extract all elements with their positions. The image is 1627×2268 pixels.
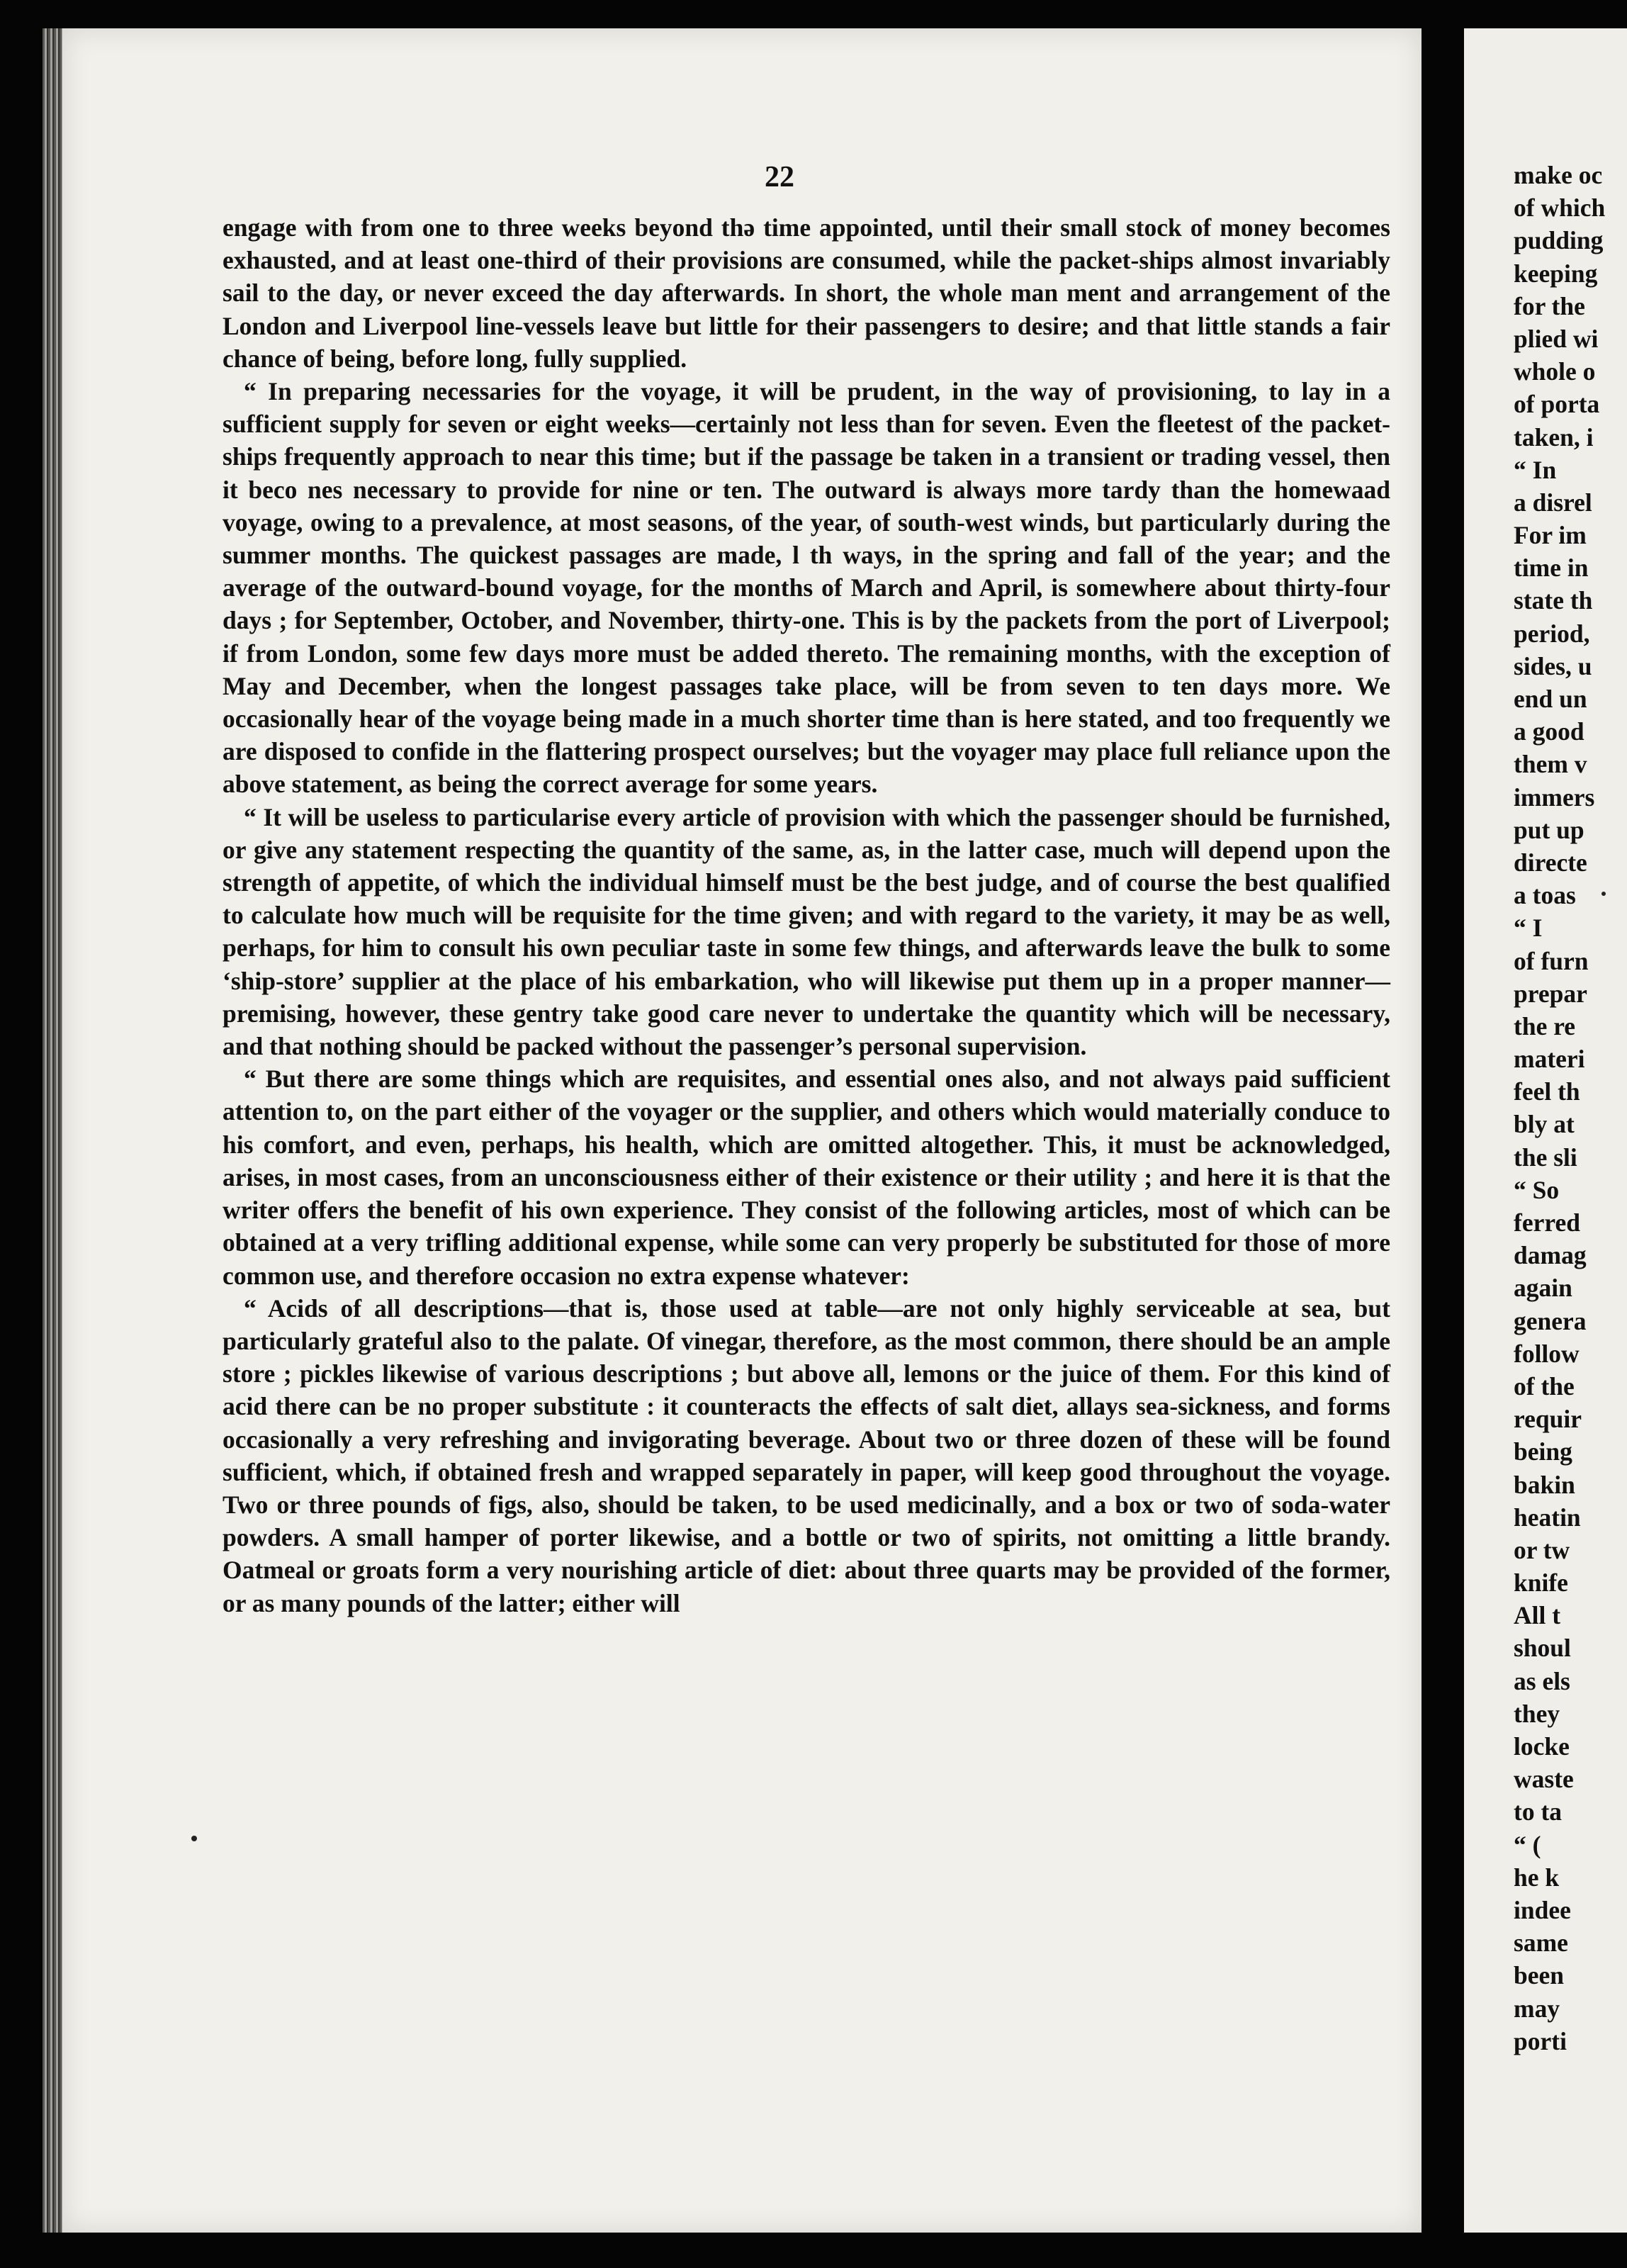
adjacent-page-line: indee [1514, 1895, 1571, 1924]
adjacent-page-line: for the [1514, 291, 1585, 320]
speck-mark [1601, 892, 1606, 896]
adjacent-page [1464, 28, 1627, 2233]
adjacent-page-line: being [1514, 1437, 1572, 1466]
adjacent-page-line: porti [1514, 2026, 1567, 2055]
adjacent-page-line: keeping [1514, 259, 1598, 288]
adjacent-page-line: heatin [1514, 1503, 1581, 1532]
page-body-text [223, 211, 1390, 1619]
adjacent-page-line: plied wi [1514, 324, 1599, 353]
adjacent-page-line: taken, i [1514, 422, 1594, 451]
adjacent-page-line: time in [1514, 554, 1589, 583]
paragraph-5: “ Acids of all descriptions—that is, those used at table—are not only highly serviceable at sea, but particularly grateful also to the palate. Of vinegar, therefore, as the most common, there should be an ample store ; pickles likewise of various descriptions ; but above all, lemons or the juice of them. For this kind of acid there can be no proper substitute : it counteracts the effects of salt diet, allays sea-sickness, and forms occasionally a very refreshing and invigorating beverage. About two or three dozen of these will be found sufficient, which, if obtained fresh and wrapped separately in paper, will keep good throughout the voyage. Two or three pounds of figs, also, should be taken, to be used medicinally, and a box or two of soda-water powders. A small hamper of porter likewise, and a bottle or two of spirits, not omitting a little brandy. Oatmeal or groats form a very nourishing article of diet: about three quarts may be provided of the former, or as many pounds of the latter; either will [223, 1293, 1390, 1617]
adjacent-page-line: he k [1514, 1863, 1560, 1892]
adjacent-page-line: again [1514, 1274, 1572, 1303]
adjacent-page-line: the re [1514, 1011, 1576, 1040]
adjacent-page-line: put up [1514, 815, 1584, 844]
paragraph-1: engage with from one to three weeks beyond thə time appointed, until their small stock of money becomes exhausted, and at least one-third of their provisions are consumed, while the packet-ships almost invariably sail to the day, or never exceed the day afterwards. In short, the whole man ment and arrangement of the London and Liverpool line-vessels leave but little for their passengers to desire; and that little stands a fair chance of being, before long, fully supplied. [223, 213, 1390, 373]
adjacent-page-line: same [1514, 1929, 1568, 1958]
adjacent-page-line: “ So [1514, 1175, 1560, 1204]
adjacent-page-line: a toas [1514, 881, 1576, 910]
adjacent-page-line: to ta [1514, 1797, 1563, 1826]
adjacent-page-line: genera [1514, 1306, 1587, 1335]
adjacent-page-line: of the [1514, 1371, 1575, 1400]
paragraph-2: “ In preparing necessaries for the voyage, it will be prudent, in the way of provisioning, to lay in a sufficient supply for seven or eight weeks—certainly not less than for seven. Even the fleetest of the packet-ships frequently approach to near this time; but if the passage be taken in a transient or trading vessel, then it beco nes necessary to provide for nine or ten. The outward is always more tardy than the homewaad voyage, owing to a prevalence, at most seasons, of the year, of south-west winds, but particularly during the summer months. The quickest passages are made, l th ways, in the spring and fall of the year; and the average of the outward-bound voyage, for the months of March and April, is somewhere about thirty-four days ; for September, October, and November, thirty-one. This is by the packets from the port of Liverpool; if from London, some few days more must be added thereto. The remaining months, with the exception of May and December, when the longest passages take place, will be from seven to ten days more. We occasionally hear of the voyage being made in a much shorter time than is here stated, and too frequently we are disposed to confide in the flattering prospect ourselves; but the voyager may place full reliance upon the above statement, as being the correct average for some years. [223, 377, 1390, 799]
adjacent-page-line: bly at [1514, 1110, 1575, 1139]
adjacent-page-line: period, [1514, 619, 1590, 648]
adjacent-page-line: the sli [1514, 1143, 1577, 1172]
adjacent-page-line: waste [1514, 1765, 1574, 1794]
adjacent-page-line: as els [1514, 1666, 1570, 1695]
adjacent-page-line: a good [1514, 717, 1584, 746]
adjacent-page-line: prepar [1514, 979, 1587, 1008]
adjacent-page-line: requir [1514, 1405, 1582, 1434]
adjacent-page-line: All t [1514, 1601, 1561, 1630]
adjacent-page-line: locke [1514, 1732, 1570, 1761]
adjacent-page-line: them v [1514, 750, 1587, 779]
adjacent-page-line: whole o [1514, 357, 1596, 386]
adjacent-page-line: “ I [1514, 914, 1543, 943]
adjacent-page-line: end un [1514, 685, 1587, 713]
adjacent-page-line: of furn [1514, 946, 1589, 975]
adjacent-page-line: of porta [1514, 390, 1600, 419]
paragraph-3: “ It will be useless to particularise every article of provision with which the passenger should be furnished, or give any statement respecting the quantity of the same, as, in the latter case, much will depend upon the strength of appetite, of which the individual himself must be the best judge, and of course the best qualified to calculate how much will be requisite for the time given; and with regard to the variety, it may be as well, perhaps, for him to consult his own peculiar taste in some few things, and afterwards leave the bulk to some ‘ship-store’ supplier at the place of his embarkation, who will likewise put them up in a proper manner—premising, however, these gentry take good care never to undertake the quantity which will be necessary, and that nothing should be packed without the passenger’s personal supervision. [223, 802, 1390, 1061]
adjacent-page-line: “ In [1514, 455, 1557, 484]
adjacent-page-line: “ ( [1514, 1830, 1541, 1859]
adjacent-page-line: ferred [1514, 1208, 1580, 1237]
adjacent-page-line: damag [1514, 1241, 1587, 1270]
paragraph-4: “ But there are some things which are requisites, and essential ones also, and not always paid sufficient attention to, on the part either of the voyager or the supplier, and others which would materially conduce to his comfort, and even, perhaps, his health, which are omitted altogether. This, it must be acknowledged, arises, in most cases, from an unconsciousness either of their existence or their utility ; and here it is that the writer offers the benefit of his own experience. They consist of the following articles, most of which can be obtained at a very trifling additional expense, while some can very properly be substituted for those of more common use, and therefore occasion no extra expense whatever: [223, 1065, 1390, 1290]
adjacent-page-line: materi [1514, 1045, 1585, 1074]
adjacent-page-line: sides, u [1514, 651, 1592, 680]
adjacent-page-line: shoul [1514, 1634, 1571, 1663]
adjacent-page-line: may [1514, 1994, 1560, 2023]
adjacent-page-line: feel th [1514, 1077, 1580, 1106]
adjacent-page-line: been [1514, 1961, 1564, 1990]
adjacent-page-line: state th [1514, 586, 1593, 615]
adjacent-page-line: or tw [1514, 1535, 1570, 1564]
speck-mark [191, 1836, 197, 1841]
adjacent-page-line: knife [1514, 1568, 1568, 1598]
adjacent-page-line: follow [1514, 1339, 1580, 1368]
adjacent-page-line: pudding [1514, 226, 1604, 255]
adjacent-page-line: make oc [1514, 161, 1603, 189]
adjacent-page-line: For im [1514, 521, 1587, 550]
adjacent-page-line: directe [1514, 848, 1587, 877]
adjacent-page-line: a disrel [1514, 488, 1592, 517]
adjacent-page-line: bakin [1514, 1470, 1575, 1499]
adjacent-page-line: they [1514, 1699, 1560, 1728]
adjacent-page-text [1514, 159, 1627, 2058]
adjacent-page-line: immers [1514, 782, 1595, 812]
adjacent-page-line: of which [1514, 193, 1606, 223]
page-number: 22 [765, 161, 794, 193]
